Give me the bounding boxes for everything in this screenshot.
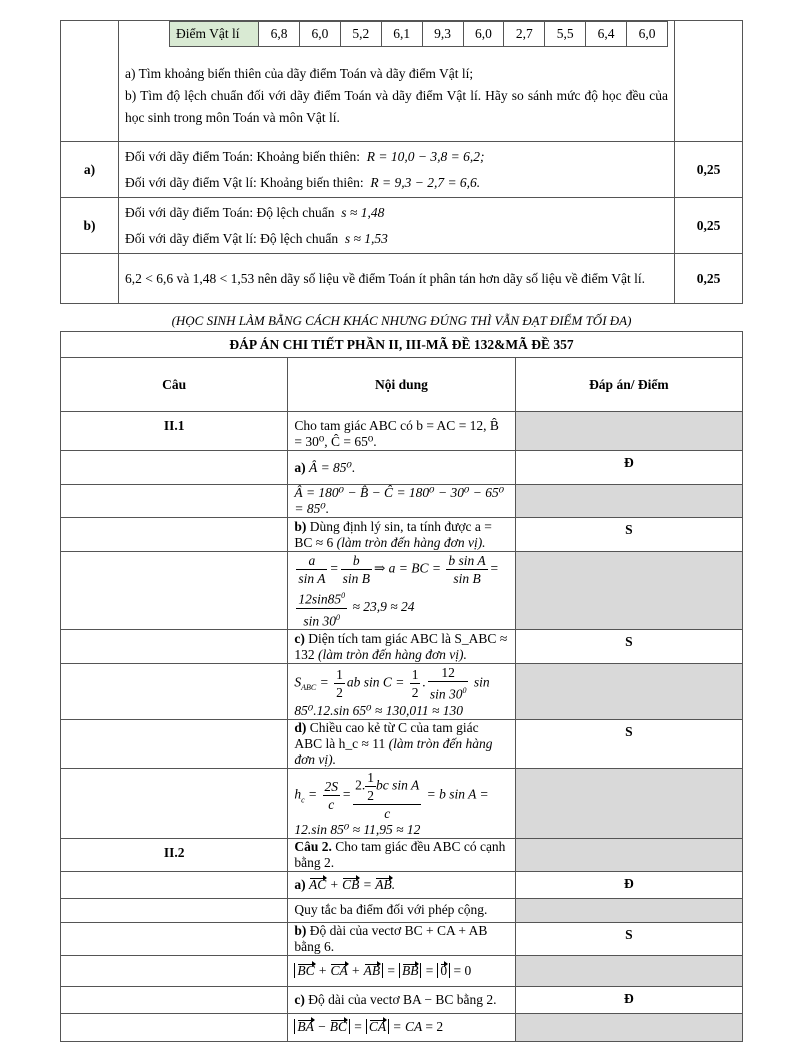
statement-note: (làm tròn đến hàng đơn vị).	[336, 534, 486, 550]
answer-math: s ≈ 1,53	[344, 230, 388, 246]
answer-mark: S	[515, 922, 742, 955]
statement-c	[288, 986, 515, 1013]
answer-mark: Đ	[515, 986, 742, 1013]
physics-score: 6,8	[259, 22, 300, 47]
question-b: b) Tìm độ lệch chuẩn đối với dãy điểm Toán và dãy điểm Vật lí. Hãy so sánh mức độ học đều của học sinh trong môn Toán và môn Vật lí.	[125, 88, 668, 125]
answer-mark: S	[515, 518, 742, 552]
top-answer-table	[60, 20, 743, 304]
proof-result: sin 85⁰.12.sin 65⁰ ≈ 130,011 ≈ 130	[294, 674, 490, 718]
grading-note: (HỌC SINH LÀM BẰNG CÁCH KHÁC NHƯNG ĐÚNG THÌ VẪN ĐẠT ĐIỂM TỐI ĐA)	[171, 313, 632, 328]
statement-text: Chiều cao kẻ từ C của tam giác ABC là h_c ≈ 11	[294, 719, 479, 751]
proof-a: Â = 180⁰ − B̂ − Ĉ = 180⁰ − 30⁰ − 65⁰ = 85⁰.	[288, 485, 515, 518]
column-header-question: Câu	[61, 358, 288, 412]
answer-text: Đối với dãy điểm Toán: Khoảng biến thiên:	[125, 148, 361, 164]
physics-score: 2,7	[504, 22, 545, 47]
answer-math: s ≈ 1,48	[341, 204, 385, 220]
part-label: a)	[61, 142, 119, 198]
answer-text: Đối với dãy điểm Vật lí: Độ lệch chuẩn	[125, 230, 339, 246]
proof-result: ≈ 23,9 ≈ 24	[352, 599, 415, 615]
column-header-content: Nội dung	[288, 358, 515, 412]
proof-d: $h_c$ = $\frac{2S}{c}$ = 2. $\frac{1}{2}$ bc sin A c = b sin A = 12.sin 85⁰ ≈ 11,95 ≈ 12	[288, 768, 515, 838]
score: 0,25	[675, 254, 743, 304]
statement-d	[288, 719, 515, 768]
statement-text: Độ dài của vectơ BA − BC bằng 2.	[308, 991, 497, 1007]
statement-text: Diện tích tam giác ABC là S_ABC ≈ 132	[294, 630, 508, 662]
statement-label: b)	[294, 922, 307, 938]
physics-score: 6,4	[586, 22, 627, 47]
column-header-answer: Đáp án/ Điểm	[515, 358, 742, 412]
answer-math: R = 10,0 − 3,8 = 6,2;	[366, 148, 485, 164]
statement-label: c)	[294, 991, 305, 1007]
physics-score: 6,0	[463, 22, 504, 47]
question-label: II.2	[61, 838, 288, 871]
physics-score-table	[169, 21, 668, 47]
question-statement	[288, 412, 515, 451]
answer-text: Đối với dãy điểm Toán: Độ lệch chuẩn	[125, 204, 335, 220]
detailed-answer-table	[60, 331, 743, 1042]
statement-math: Â = 85⁰.	[308, 459, 356, 475]
physics-score: 6,0	[627, 22, 668, 47]
statement-text: Dùng định lý sin, ta tính được a = BC ≈ 6	[294, 518, 492, 550]
proof-c: $S_{ABC}$ = $\frac{1}{2}$ ab sin C = $\frac{1}{2}$ . $\frac{12}{\sin 30^0}$ sin 85⁰.12.sin 65⁰ ≈ 130,011 ≈ 130	[288, 664, 515, 720]
proof-b: BC + CA + AB = BB = 0 = 0	[288, 955, 515, 986]
statement-note: (làm tròn đến hàng đơn vị).	[294, 735, 493, 767]
physics-score: 6,1	[381, 22, 422, 47]
question-number: Câu 2.	[294, 838, 332, 854]
answer-mark: S	[515, 719, 742, 768]
physics-score-label: Điểm Vật lí	[170, 22, 259, 47]
answer-mark: S	[515, 630, 742, 664]
answer-math: R = 9,3 − 2,7 = 6,6.	[370, 174, 481, 190]
conclusion: 6,2 < 6,6 và 1,48 < 1,53 nên dãy số liệu về điểm Toán ít phân tán hơn dãy số liệu về điểm Vật lí.	[119, 254, 675, 304]
statement-note: (làm tròn đến hàng đơn vị).	[317, 646, 467, 662]
proof-a: Quy tắc ba điểm đối với phép cộng.	[288, 898, 515, 922]
statement-c	[288, 630, 515, 664]
question-statement	[288, 838, 515, 871]
statement-b	[288, 518, 515, 552]
answer-text: Đối với dãy điểm Vật lí: Khoảng biến thiên:	[125, 174, 364, 190]
score: 0,25	[675, 198, 743, 254]
statement-a: a) Â = 85⁰.	[288, 451, 515, 485]
physics-score: 9,3	[422, 22, 463, 47]
q1-text: Cho tam giác ABC có b = AC = 12, B̂ = 30⁰, Ĉ = 65⁰.	[294, 418, 499, 449]
proof-c: BA − BC = CA = CA = 2	[288, 1013, 515, 1041]
physics-score: 6,0	[300, 22, 341, 47]
statement-text: Độ dài của vectơ BC + CA + AB bằng 6.	[294, 922, 488, 954]
physics-score: 5,5	[545, 22, 586, 47]
answer-table-title: ĐÁP ÁN CHI TIẾT PHẦN II, III-MÃ ĐỀ 132&MÃ ĐỀ 357	[61, 332, 743, 358]
question-label: II.1	[61, 412, 288, 451]
statement-label: d)	[294, 719, 307, 735]
answer-mark: Đ	[515, 451, 742, 485]
physics-score: 5,2	[340, 22, 381, 47]
question-cell	[119, 21, 675, 142]
answer-mark: Đ	[515, 871, 742, 898]
proof-b: $\frac{a}{\text{sin A}}$ = $\frac{b}{\text{sin B}}$ ⇒ a = BC = $\frac{\text{b sin A}}{\text{sin B}}$ = $\frac{12\sin 85^0}{\sin 30^0}$ ≈ 23,9 ≈ 24	[288, 552, 515, 630]
statement-label: c)	[294, 630, 305, 646]
part-label: b)	[61, 198, 119, 254]
statement-label: b)	[294, 518, 307, 534]
question-a: a) Tìm khoảng biến thiên của dãy điểm Toán và dãy điểm Vật lí;	[125, 66, 474, 81]
statement-a: a) AC + CB = AB.	[288, 871, 515, 898]
q2-text: Cho tam giác đều ABC có cạnh bằng 2.	[294, 838, 506, 870]
score: 0,25	[675, 142, 743, 198]
statement-b	[288, 922, 515, 955]
proof-result: = b sin A = 12.sin 85⁰ ≈ 11,95 ≈ 12	[294, 786, 489, 837]
